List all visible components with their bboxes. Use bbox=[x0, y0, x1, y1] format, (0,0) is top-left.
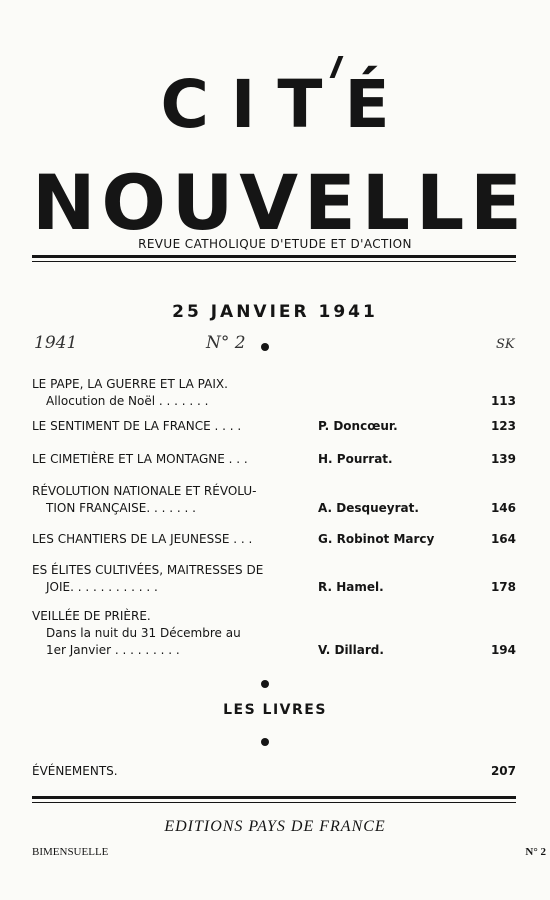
toc-entry-author: H. Pourrat. bbox=[318, 452, 393, 466]
toc-entry-title-continued: TION FRANÇAISE. . . . . . . bbox=[46, 501, 196, 515]
title-letter: V bbox=[239, 158, 299, 247]
toc-entry-author: R. Hamel. bbox=[318, 580, 384, 594]
events-label: ÉVÉNEMENTS. bbox=[32, 764, 118, 778]
footer-rule-thick bbox=[32, 796, 516, 799]
toc-entry-page: 146 bbox=[490, 501, 516, 515]
toc-entry-title: LES CHANTIERS DE LA JEUNESSE . . . bbox=[32, 532, 253, 546]
toc-entry-title: VEILLÉE DE PRIÈRE. bbox=[32, 609, 151, 623]
title-letter: L bbox=[361, 158, 411, 247]
toc-entry-page: 139 bbox=[490, 452, 516, 466]
bullet-icon bbox=[261, 738, 269, 746]
title-letter: U bbox=[171, 158, 234, 247]
publication-frequency: BIMENSUELLE bbox=[32, 846, 109, 858]
toc-entry-title-continued: JOIE. . . . . . . . . . . . bbox=[46, 580, 158, 594]
toc-entry bbox=[32, 609, 520, 660]
toc-entry-subtitle: Dans la nuit du 31 Décembre au bbox=[46, 626, 241, 640]
footer-rule-thin bbox=[32, 802, 516, 803]
title-letter: E bbox=[470, 158, 522, 247]
toc-entry-title: LE SENTIMENT DE LA FRANCE . . . . bbox=[32, 419, 242, 433]
publisher-name: EDITIONS PAYS DE FRANCE bbox=[164, 818, 386, 835]
bullet-icon bbox=[261, 680, 269, 688]
header-rule-thin bbox=[32, 261, 516, 262]
toc-entry-title: RÉVOLUTION NATIONALE ET RÉVOLU- bbox=[32, 484, 257, 498]
toc-entry-author: V. Dillard. bbox=[318, 643, 384, 657]
events-page: 207 bbox=[490, 764, 516, 778]
toc-entry-page: 123 bbox=[490, 419, 516, 433]
toc-entry-title: LE PAPE, LA GUERRE ET LA PAIX. bbox=[32, 377, 228, 391]
handwritten-year: 1941 bbox=[34, 333, 78, 353]
masthead-subtitle: REVUE CATHOLIQUE D'ETUDE ET D'ACTION bbox=[138, 237, 412, 251]
toc-entry bbox=[32, 419, 520, 436]
toc-entry-title: ES ÉLITES CULTIVÉES, MAITRESSES DE bbox=[32, 563, 264, 577]
toc-entry-title: LE CIMETIÈRE ET LA MONTAGNE . . . bbox=[32, 452, 248, 466]
toc-entry bbox=[32, 377, 520, 411]
title-letter: E bbox=[303, 158, 356, 247]
toc-entry-subtitle-continued: 1er Janvier . . . . . . . . . bbox=[46, 643, 180, 657]
bullet-icon bbox=[261, 343, 269, 351]
toc-entry-page: 194 bbox=[490, 643, 516, 657]
title-letter: L bbox=[415, 158, 465, 247]
toc-entry bbox=[32, 452, 520, 469]
masthead-title-line1: CITÉ bbox=[160, 66, 412, 143]
issue-date: 25 JANVIER 1941 bbox=[172, 302, 378, 322]
issue-number: N° 2 bbox=[525, 846, 546, 858]
title-letter: O bbox=[101, 158, 166, 247]
handwritten-number: N° 2 bbox=[206, 333, 246, 353]
toc-entry bbox=[32, 532, 520, 549]
toc-entry-subtitle: Allocution de Noël . . . . . . . bbox=[46, 394, 209, 408]
toc-entry-author: G. Robinot Marcy bbox=[318, 532, 435, 546]
handwritten-code: SK bbox=[496, 337, 515, 352]
table-of-contents bbox=[32, 377, 520, 677]
toc-entry-page: 113 bbox=[490, 394, 516, 408]
toc-entry bbox=[32, 484, 520, 518]
toc-entry-author: A. Desqueyrat. bbox=[318, 501, 419, 515]
toc-entry-page: 178 bbox=[490, 580, 516, 594]
toc-entry-author: P. Doncœur. bbox=[318, 419, 398, 433]
title-letter: N bbox=[32, 158, 96, 247]
toc-entry-page: 164 bbox=[490, 532, 516, 546]
events-entry bbox=[32, 764, 520, 782]
header-rule-thick bbox=[32, 255, 516, 258]
books-section-heading: LES LIVRES bbox=[223, 702, 327, 718]
toc-entry bbox=[32, 563, 520, 597]
